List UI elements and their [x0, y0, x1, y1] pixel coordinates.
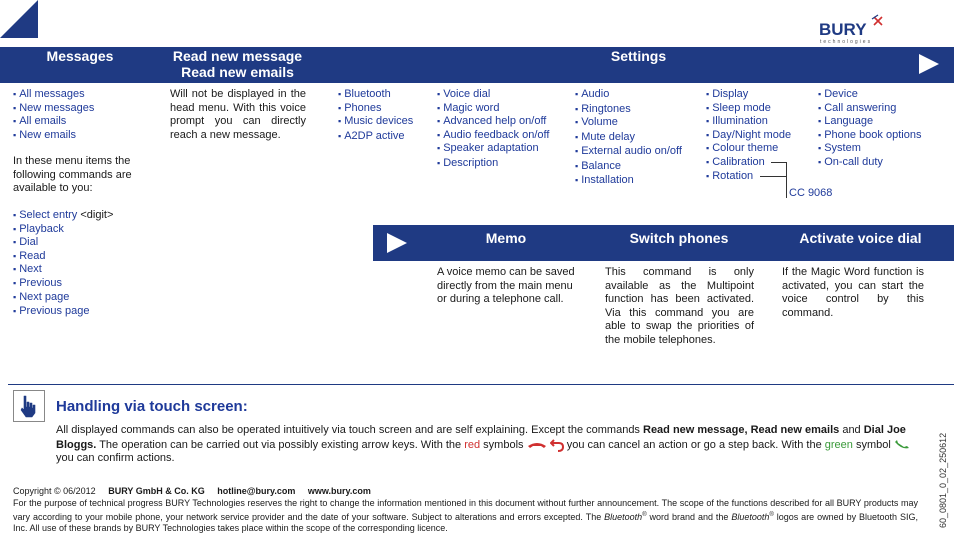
- disclaimer-text: For the purpose of technical progress BURY Technologies reserves the right to change the information mentioned in this document without further announcement. The scope of the functions described for all BURY products may vary according to your mobile phone, your network service provider and the date of your software. Subject to alterations and errors excepted. The: [13, 498, 918, 522]
- list-item: ▪ Previous page: [13, 305, 113, 319]
- header-settings: Settings: [610, 48, 667, 64]
- list-item: ▪ External audio on/off: [575, 145, 682, 159]
- list-item: ▪ Audio feedback on/off: [437, 129, 549, 143]
- list-item: ▪ Colour theme: [706, 142, 791, 156]
- list-item: ▪ New messages: [13, 102, 94, 116]
- leader-line: [786, 162, 787, 198]
- touch-text: All displayed commands can also be operated intuitively via touch screen and are self explaining. Except the commands: [56, 424, 643, 436]
- list-item: ▪ Playback: [13, 223, 113, 237]
- touch-title: Handling via touch screen:: [56, 398, 248, 415]
- header-read-new: [160, 48, 315, 80]
- logo-wordmark: BURY: [819, 20, 867, 39]
- list-item: ▪ Volume: [575, 116, 682, 130]
- list-item: ▪ Device: [818, 88, 921, 102]
- commands-list: [13, 209, 113, 319]
- header-read-new-emails: Read new emails: [181, 64, 294, 80]
- list-item: ▪ Phone book options: [818, 129, 921, 143]
- disclaimer-text: word brand and the: [646, 511, 732, 522]
- bluetooth-word: Bluetooth: [731, 511, 770, 522]
- list-item: ▪ Next page: [13, 291, 113, 305]
- bury-logo-mark: [818, 13, 888, 45]
- cc-label: CC 9068: [789, 187, 833, 199]
- touch-paragraph: [56, 424, 922, 466]
- header-memo: Memo: [485, 230, 527, 246]
- footer-web: www.bury.com: [307, 486, 371, 496]
- command-label: Select entry: [19, 209, 78, 221]
- list-item: ▪ All messages: [13, 88, 94, 102]
- list-item: ▪ Language: [818, 115, 921, 129]
- touch-text: symbol: [852, 438, 894, 451]
- top-header-bar: [0, 47, 954, 83]
- header-read-new-message: Read new message: [172, 48, 303, 64]
- list-item: ▪ Description: [437, 157, 549, 171]
- touch-text: symbols: [480, 438, 527, 451]
- right-arrow-icon: [919, 54, 939, 74]
- header-activate-voice-dial: Activate voice dial: [799, 230, 922, 246]
- settings-col-voice: [437, 88, 549, 171]
- list-item: ▪ Balance: [575, 160, 682, 174]
- settings-col-audio: [575, 88, 682, 187]
- list-item: ▪ Calibration: [706, 156, 791, 170]
- back-arrow-icon: [550, 438, 564, 452]
- list-item: ▪ Installation: [575, 174, 682, 188]
- touch-bold-dial: Dial Joe Bloggs.: [56, 424, 906, 451]
- footer-contact: [13, 486, 371, 498]
- list-item: ▪ Call answering: [818, 102, 921, 116]
- document-code: [937, 420, 949, 530]
- command-suffix: <digit>: [77, 209, 114, 221]
- leader-line: [771, 162, 786, 163]
- settings-col-device: [818, 88, 921, 170]
- list-item: ▪ Advanced help on/off: [437, 115, 549, 129]
- header-messages: Messages: [46, 48, 114, 64]
- list-item: ▪ Rotation: [706, 170, 791, 184]
- list-item: ▪ Display: [706, 88, 791, 102]
- logo-tagline: technologies: [820, 39, 873, 45]
- read-new-description: Will not be displayed in the head menu. With this voice prompt you can directly reach a new message.: [170, 88, 306, 141]
- list-item: ▪ System: [818, 142, 921, 156]
- settings-col-bluetooth: [338, 88, 413, 143]
- list-item: ▪ Music devices: [338, 115, 413, 129]
- switch-description: This command is only available as the Multipoint function has been activated. Via this command you are able to swap the priorities of the mobile telephones.: [605, 266, 754, 346]
- messages-list: [13, 88, 94, 142]
- touch-text: you can confirm actions.: [56, 452, 175, 465]
- mid-header-bar: [373, 225, 954, 261]
- list-item: ▪ Next: [13, 263, 113, 277]
- disclaimer-text: logos are owned by Bluetooth SIG, Inc. All use of these brands by BURY Technologies takes place within the scope of the corresponding licence.: [13, 511, 918, 533]
- touch-bold-read: Read new message, Read new emails: [643, 424, 840, 436]
- leader-line: [760, 176, 786, 177]
- touch-text: and: [839, 424, 864, 436]
- list-item: ▪ On-call duty: [818, 156, 921, 170]
- right-arrow-icon: [387, 233, 407, 253]
- list-item: ▪ Sleep mode: [706, 102, 791, 116]
- activate-description: If the Magic Word function is activated, you can start the voice control by this command.: [782, 266, 924, 319]
- corner-triangle-icon: [0, 0, 38, 38]
- messages-intro: In these menu items the following commands are available to you:: [13, 155, 132, 194]
- list-item: ▪ Mute delay: [575, 131, 682, 145]
- settings-col-display: [706, 88, 791, 183]
- list-item: [13, 209, 113, 223]
- list-item: ▪ Day/Night mode: [706, 129, 791, 143]
- document-code-text: 60_0801_0_02_250612: [938, 432, 948, 528]
- list-item: ▪ Read: [13, 250, 113, 264]
- green-word: green: [824, 438, 853, 451]
- list-item: ▪ Voice dial: [437, 88, 549, 102]
- list-item: ▪ Magic word: [437, 102, 549, 116]
- registered-mark: ®: [769, 511, 774, 518]
- list-item: ▪ Ringtones: [575, 103, 682, 117]
- bury-logo: [818, 13, 888, 45]
- red-word: red: [464, 438, 481, 451]
- bluetooth-word: Bluetooth: [604, 511, 643, 522]
- list-item: ▪ Speaker adaptation: [437, 142, 549, 156]
- header-switch-phones: Switch phones: [629, 230, 729, 246]
- footer-copyright: Copyright © 06/2012: [13, 486, 96, 496]
- call-accept-icon: [894, 440, 910, 450]
- list-item: ▪ Audio: [575, 88, 682, 102]
- hang-up-icon: [527, 440, 547, 450]
- memo-description: A voice memo can be saved directly from the main menu or during a telephone call.: [437, 266, 575, 305]
- section-divider: [8, 384, 954, 385]
- footer-email: hotline@bury.com: [217, 486, 296, 496]
- footer-disclaimer: [13, 498, 918, 535]
- list-item: ▪ Dial: [13, 236, 113, 250]
- touch-hand-icon: [13, 390, 45, 422]
- touch-text: you can cancel an action or go a step back. With the: [563, 438, 825, 451]
- list-item: ▪ A2DP active: [338, 130, 413, 144]
- list-item: ▪ Previous: [13, 277, 113, 291]
- list-item: ▪ All emails: [13, 115, 94, 129]
- registered-mark: ®: [642, 511, 647, 518]
- list-item: ▪ New emails: [13, 129, 94, 143]
- touch-text: The operation can be carried out via possibly existing arrow keys. With the: [96, 438, 465, 451]
- list-item: ▪ Bluetooth: [338, 88, 413, 102]
- footer-company: BURY GmbH & Co. KG: [108, 486, 205, 496]
- list-item: ▪ Phones: [338, 102, 413, 116]
- list-item: ▪ Illumination: [706, 115, 791, 129]
